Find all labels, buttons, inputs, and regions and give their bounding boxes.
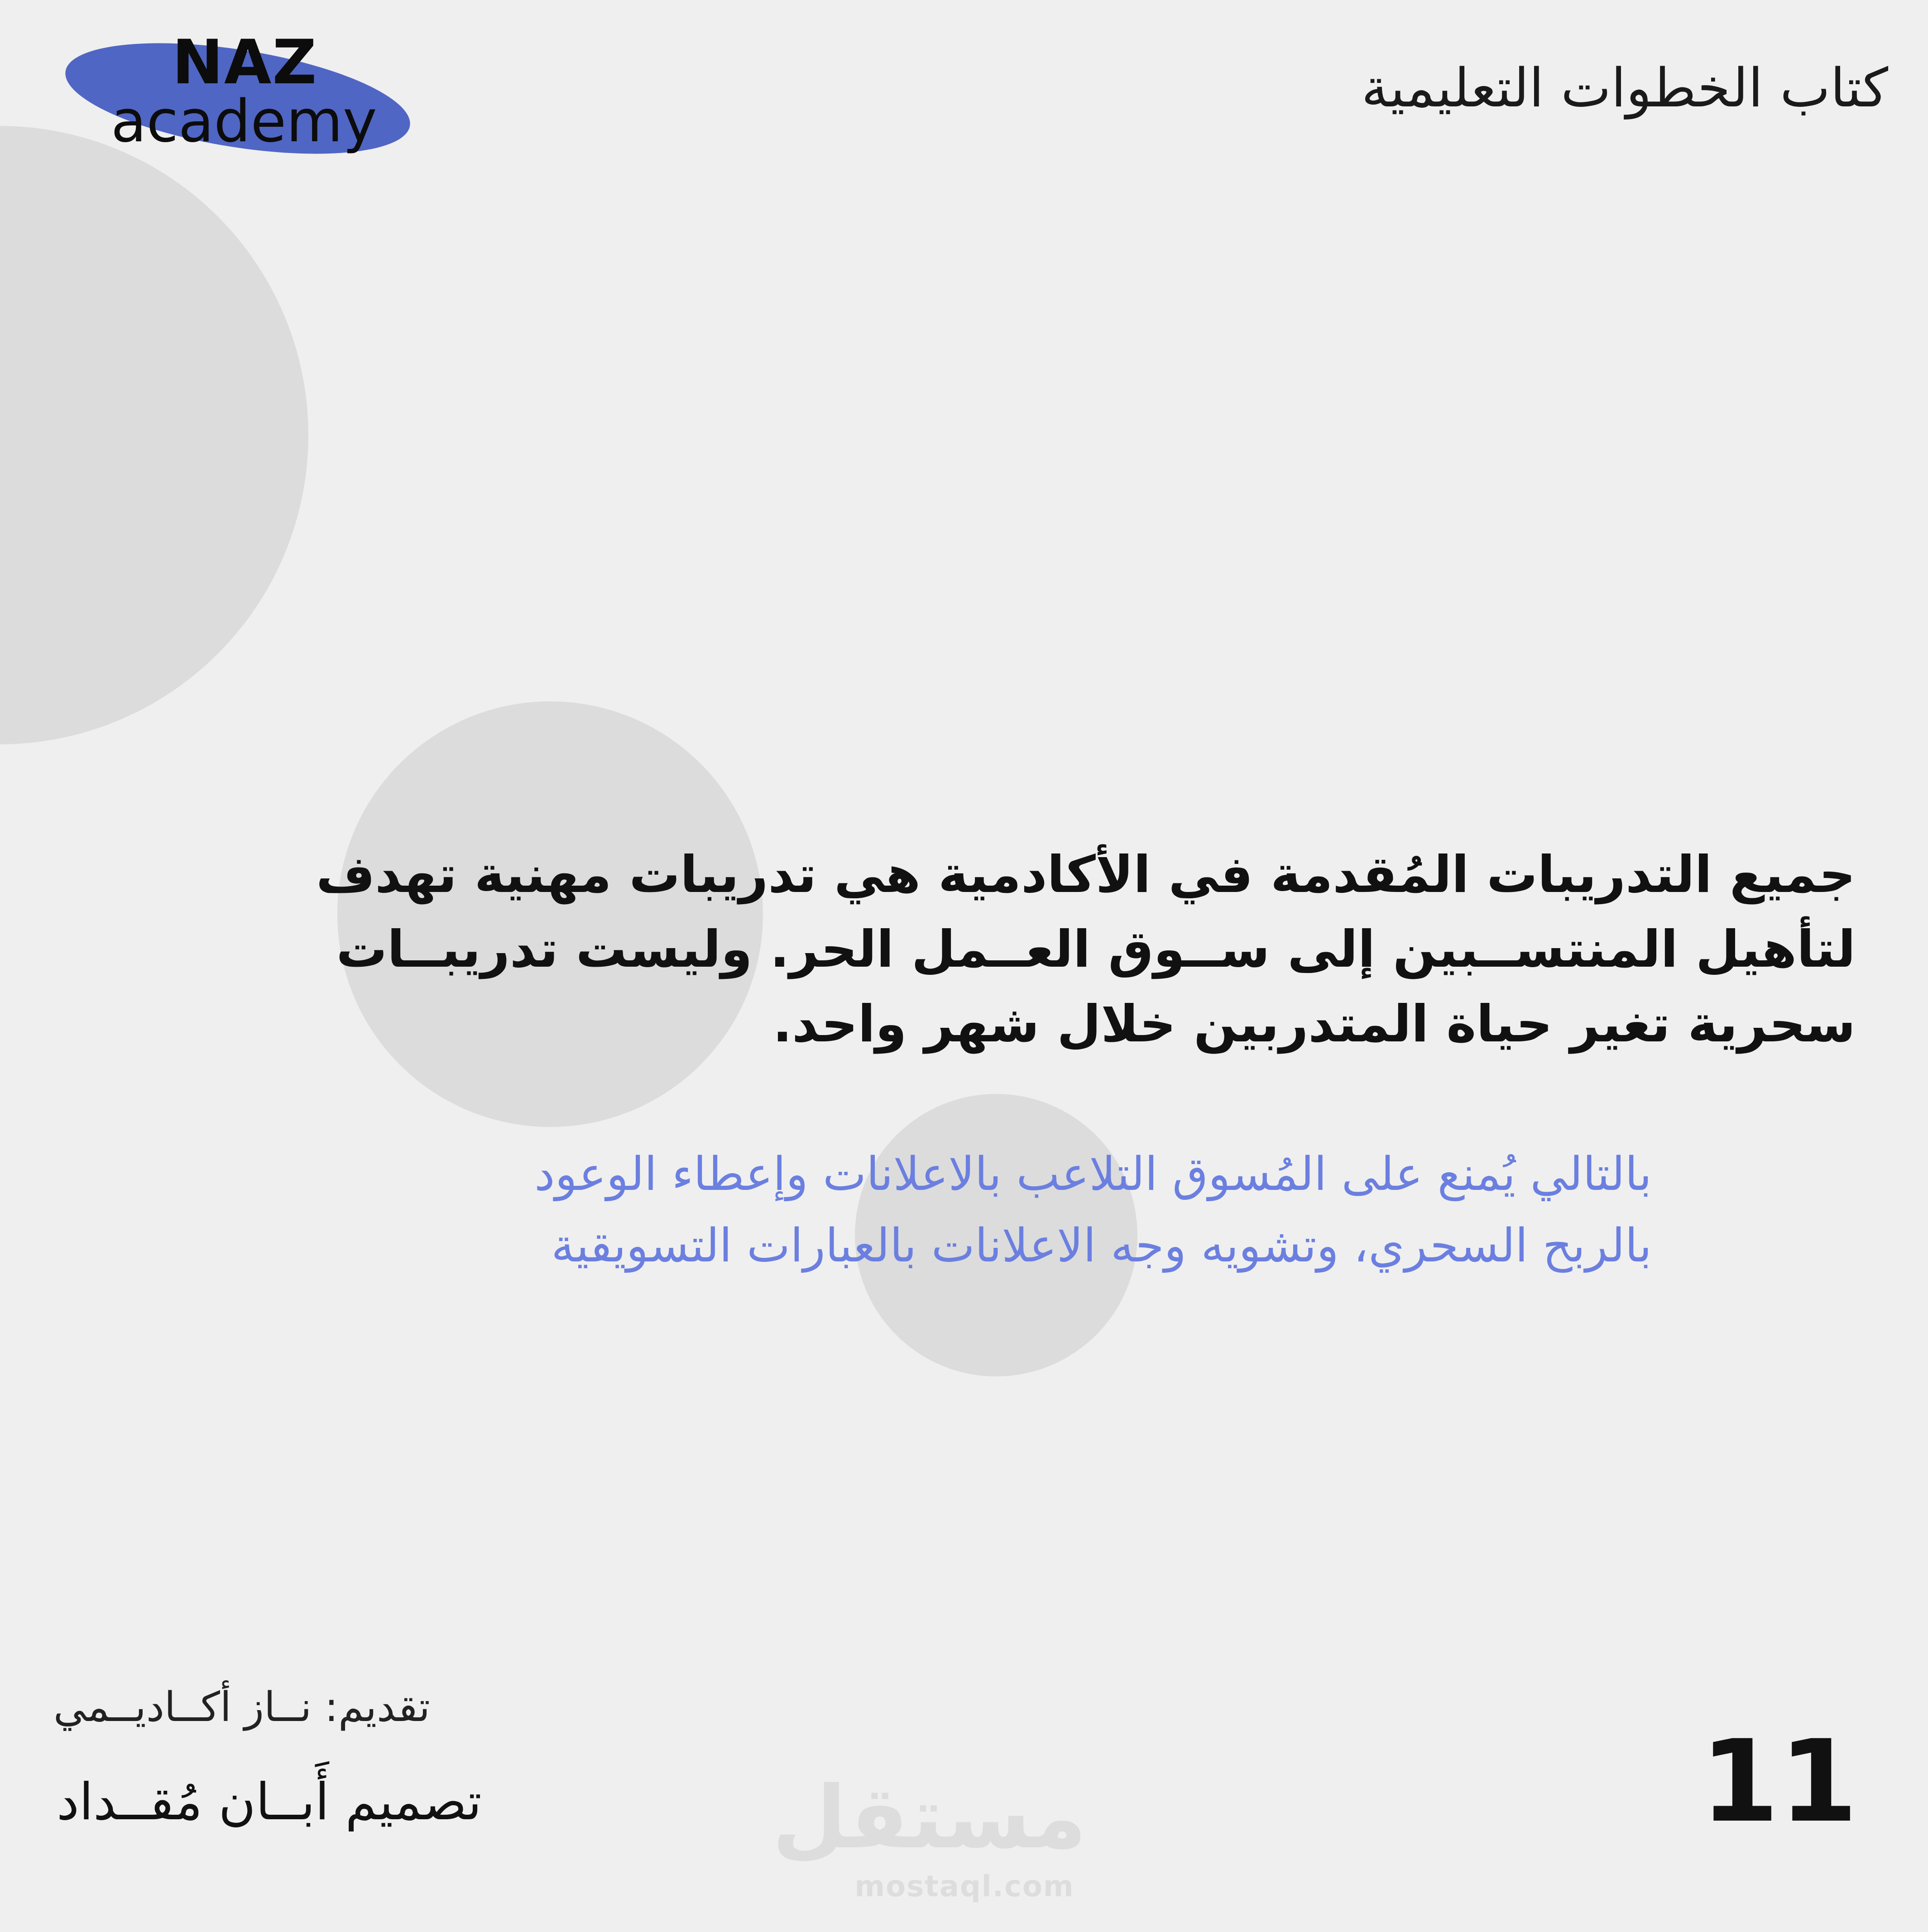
naz-academy-logo: [63, 27, 417, 168]
designed-by: تصميم أَبــان مُقــداد: [57, 1773, 482, 1831]
watermark-arabic: مستقل: [772, 1768, 1087, 1868]
mostaql-watermark: [772, 1768, 1087, 1903]
main-line: لتأهيل المنتســبين إلى ســوق العــمل الحر. وليست تدريبــات: [336, 920, 1856, 979]
presented-by: تقديم: نــاز أكــاديــمي: [53, 1683, 430, 1731]
page-number: 11: [1700, 1716, 1858, 1847]
book-title: كتاب الخطوات التعليمية: [1361, 57, 1888, 119]
note-line: بالربح السحري، وتشويه وجه الاعلانات بالعبارات التسويقية: [551, 1219, 1652, 1273]
logo-name: NAZ: [172, 27, 318, 98]
watermark-latin: mostaql.com: [854, 1870, 1074, 1903]
main-line: سحرية تغير حياة المتدربين خلال شهر واحد.: [772, 995, 1856, 1054]
logo-subname: academy: [111, 88, 377, 155]
note-line: بالتالي يُمنع على المُسوق التلاعب بالاعلانات وإعطاء الوعود: [534, 1147, 1652, 1201]
main-line: جميع التدريبات المُقدمة في الأكادمية هي تدريبات مهنية تهدف: [316, 845, 1856, 904]
decorative-circle-large: [0, 126, 308, 744]
main-paragraph: [90, 838, 1856, 1062]
note-paragraph: [112, 1139, 1652, 1282]
